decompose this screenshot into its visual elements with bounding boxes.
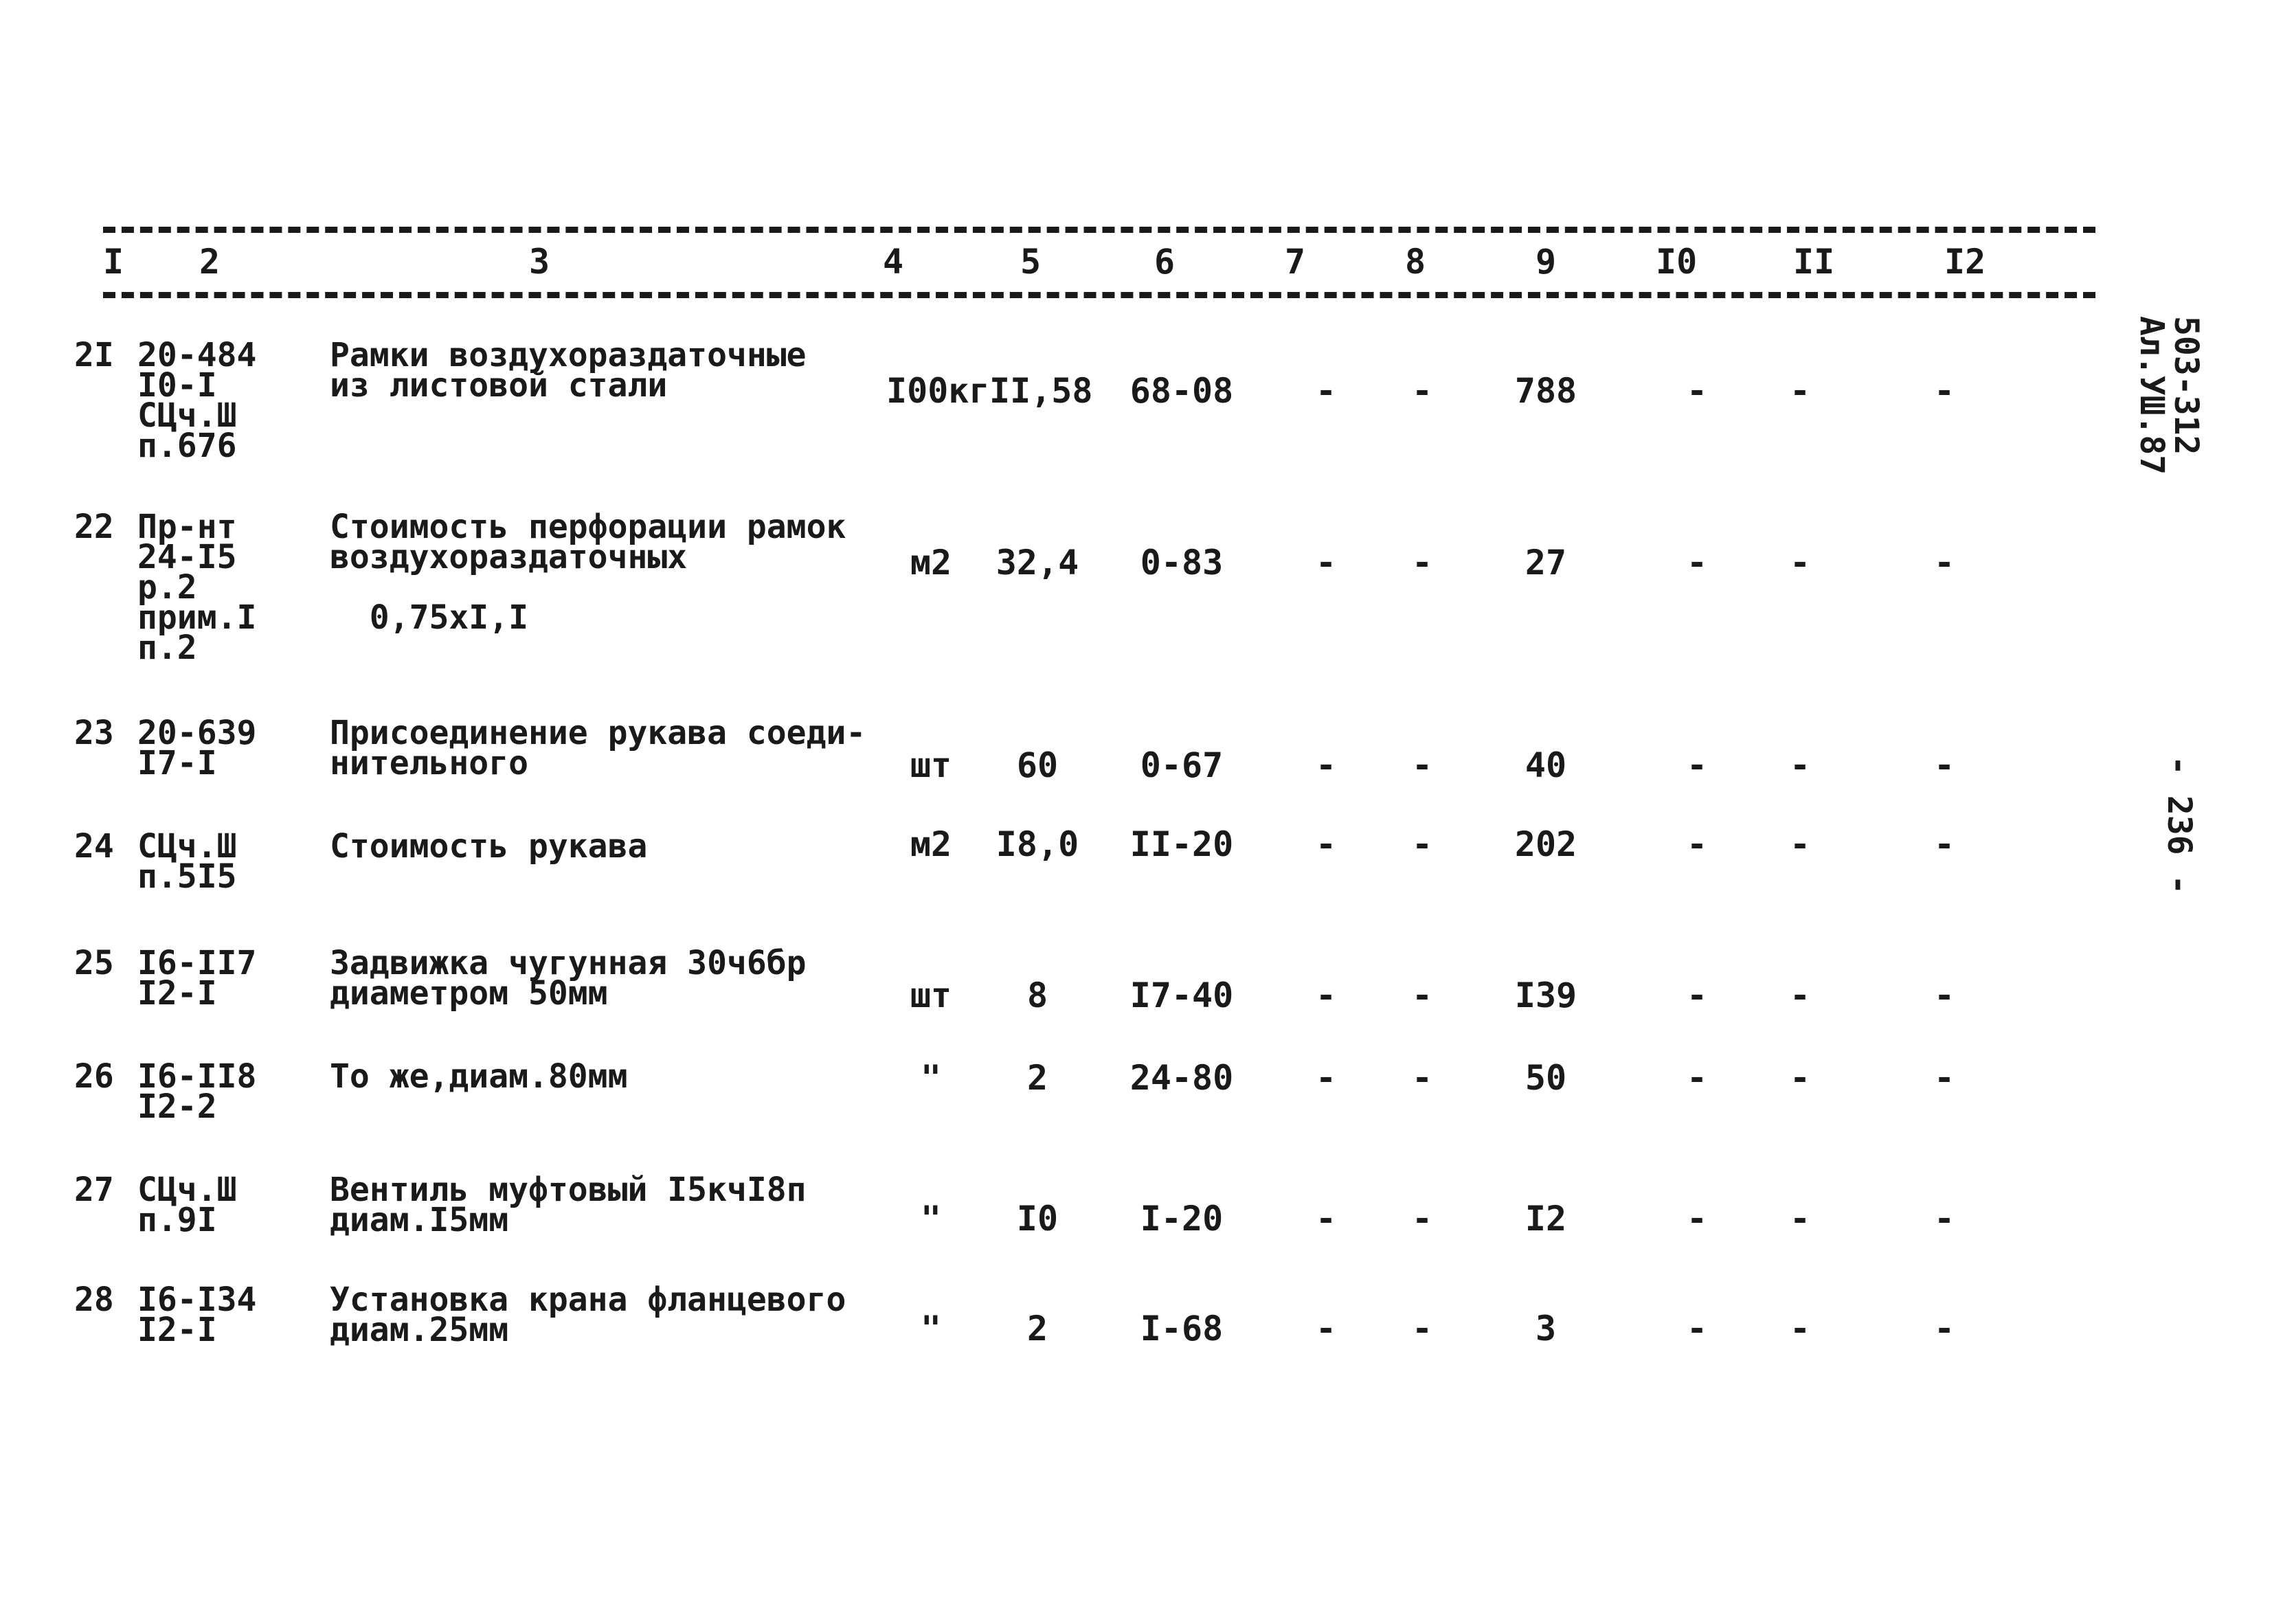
row-code: СЦч.Ш п.5I5 — [137, 827, 237, 896]
cell-c10: - — [1686, 1058, 1708, 1098]
cell-c7: - — [1315, 371, 1337, 411]
row-number: 22 — [74, 508, 114, 546]
cell-c8: - — [1411, 1309, 1433, 1349]
cell-c9: 27 — [1525, 543, 1567, 583]
row-number: 28 — [74, 1281, 114, 1319]
cell-c9: 3 — [1535, 1309, 1557, 1349]
cell-c10: - — [1686, 543, 1708, 583]
column-header: 3 — [529, 242, 550, 282]
cell-unit: " — [920, 1199, 942, 1239]
row-code: 20-639 I7-I — [137, 714, 257, 782]
cell-price: 24-80 — [1129, 1058, 1234, 1098]
cell-c12: - — [1933, 371, 1955, 411]
cell-price: I-68 — [1140, 1309, 1224, 1349]
row-code: СЦч.Ш п.9I — [137, 1171, 237, 1239]
row-name: Установка крана фланцевого диам.25мм — [330, 1281, 846, 1349]
cell-c7: - — [1315, 975, 1337, 1015]
cell-c12: - — [1933, 824, 1955, 864]
row-number: 2I — [74, 336, 114, 374]
header-top-rule — [103, 227, 2095, 233]
cell-c9: I2 — [1525, 1199, 1567, 1239]
cell-qty: 32,4 — [996, 543, 1079, 583]
header-bottom-rule — [103, 292, 2095, 298]
cell-c9: 40 — [1525, 745, 1567, 785]
cell-qty: II,58 — [989, 371, 1093, 411]
cell-c8: - — [1411, 371, 1433, 411]
cell-c12: - — [1933, 745, 1955, 785]
column-header: I0 — [1656, 242, 1698, 282]
row-name: Задвижка чугунная 30ч6бр диаметром 50мм — [330, 944, 807, 1013]
cell-qty: 2 — [1026, 1309, 1048, 1349]
row-code: 20-484 I0-I СЦч.Ш п.676 — [137, 336, 257, 465]
cell-c10: - — [1686, 745, 1708, 785]
row-code: I6-II7 I2-I — [137, 944, 257, 1013]
cell-unit: шт — [910, 975, 952, 1015]
row-code: Пр-нт 24-I5 р.2 прим.I п.2 — [137, 508, 257, 667]
cell-c10: - — [1686, 1199, 1708, 1239]
row-number: 26 — [74, 1057, 114, 1096]
cell-unit: " — [920, 1309, 942, 1349]
cell-c12: - — [1933, 1058, 1955, 1098]
column-header: 9 — [1536, 242, 1557, 282]
row-number: 27 — [74, 1171, 114, 1209]
cell-c9: 788 — [1514, 371, 1577, 411]
cell-c7: - — [1315, 745, 1337, 785]
cell-c11: - — [1789, 745, 1811, 785]
column-header: 8 — [1405, 242, 1426, 282]
column-header: I — [103, 242, 124, 282]
column-header: 2 — [199, 242, 221, 282]
cell-c9: 202 — [1514, 824, 1577, 864]
cell-unit: м2 — [910, 543, 952, 583]
cell-unit: шт — [910, 745, 952, 785]
cell-c10: - — [1686, 824, 1708, 864]
side-album: Ал.УШ.87 — [2133, 316, 2171, 475]
row-name: То же,диам.80мм — [330, 1057, 628, 1096]
cell-c10: - — [1686, 1309, 1708, 1349]
side-code: 503-312 — [2167, 316, 2205, 455]
cell-c11: - — [1789, 1309, 1811, 1349]
row-name: Рамки воздухораздаточные из листовой стали — [330, 336, 807, 405]
column-header: 4 — [883, 242, 904, 282]
cell-c10: - — [1686, 975, 1708, 1015]
cell-c11: - — [1789, 1199, 1811, 1239]
row-code: I6-II8 I2-2 — [137, 1057, 257, 1126]
cell-c7: - — [1315, 543, 1337, 583]
cell-c12: - — [1933, 1309, 1955, 1349]
cell-c8: - — [1411, 824, 1433, 864]
cell-c8: - — [1411, 1058, 1433, 1098]
cell-qty: I8,0 — [996, 824, 1079, 864]
column-header: 6 — [1154, 242, 1176, 282]
cell-qty: 8 — [1026, 975, 1048, 1015]
cell-c7: - — [1315, 1199, 1337, 1239]
cell-qty: I0 — [1016, 1199, 1059, 1239]
row-number: 24 — [74, 827, 114, 866]
column-header: 5 — [1020, 242, 1042, 282]
cell-unit: I00кг — [886, 371, 990, 411]
row-name: Стоимость рукава — [330, 827, 648, 866]
row-name: Присоединение рукава соеди- нительного — [330, 714, 866, 782]
row-number: 23 — [74, 714, 114, 752]
cell-c7: - — [1315, 1309, 1337, 1349]
page-number: - 236 - — [2160, 756, 2198, 895]
cell-c7: - — [1315, 824, 1337, 864]
column-header: II — [1793, 242, 1835, 282]
cell-price: 0-83 — [1140, 543, 1224, 583]
cell-c11: - — [1789, 824, 1811, 864]
row-name: Вентиль муфтовый I5кчI8п диам.I5мм — [330, 1171, 807, 1239]
cell-price: 0-67 — [1140, 745, 1224, 785]
cell-unit: " — [920, 1058, 942, 1098]
row-name: Стоимость перфорации рамок воздухораздаточных 0,75хI,I — [330, 508, 846, 637]
cell-c9: I39 — [1514, 975, 1577, 1015]
cell-c12: - — [1933, 543, 1955, 583]
cell-c8: - — [1411, 745, 1433, 785]
cell-c8: - — [1411, 975, 1433, 1015]
cell-qty: 60 — [1016, 745, 1059, 785]
cell-qty: 2 — [1026, 1058, 1048, 1098]
cell-price: I7-40 — [1129, 975, 1234, 1015]
cell-price: 68-08 — [1129, 371, 1234, 411]
cell-c10: - — [1686, 371, 1708, 411]
cell-unit: м2 — [910, 824, 952, 864]
cell-price: II-20 — [1129, 824, 1234, 864]
cell-c8: - — [1411, 543, 1433, 583]
cell-c12: - — [1933, 1199, 1955, 1239]
column-header: I2 — [1944, 242, 1986, 282]
cell-c9: 50 — [1525, 1058, 1567, 1098]
row-number: 25 — [74, 944, 114, 982]
cell-c11: - — [1789, 1058, 1811, 1098]
cell-price: I-20 — [1140, 1199, 1224, 1239]
cell-c11: - — [1789, 975, 1811, 1015]
cell-c12: - — [1933, 975, 1955, 1015]
cell-c11: - — [1789, 371, 1811, 411]
cell-c11: - — [1789, 543, 1811, 583]
cell-c8: - — [1411, 1199, 1433, 1239]
cell-c7: - — [1315, 1058, 1337, 1098]
row-code: I6-I34 I2-I — [137, 1281, 257, 1349]
column-header: 7 — [1285, 242, 1306, 282]
